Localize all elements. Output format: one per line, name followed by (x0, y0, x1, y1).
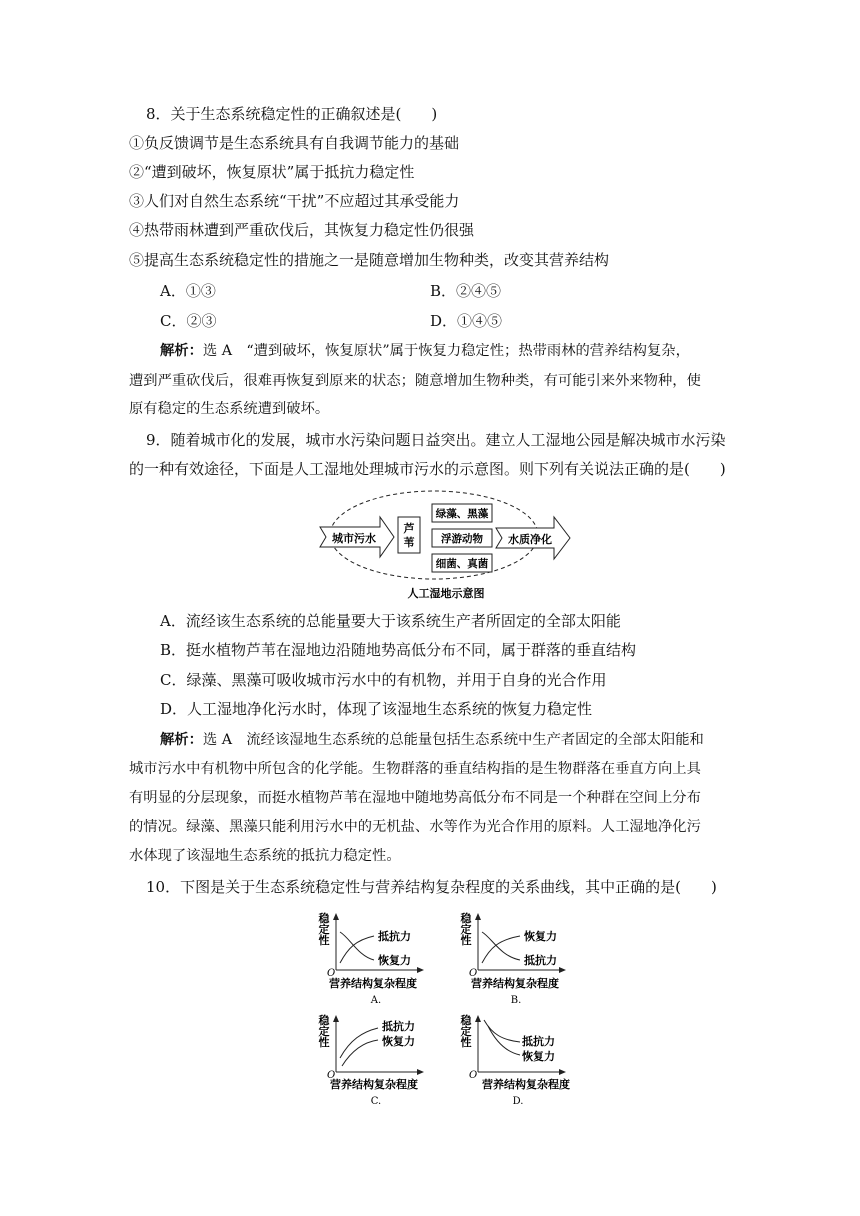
x-axis-arrow-icon (417, 1069, 424, 1075)
wetland-diagram (300, 484, 590, 604)
q10-stem: 10．下图是关于生态系统稳定性与营养结构复杂程度的关系曲线，其中正确的是( ) (146, 878, 717, 896)
q9-option-b[interactable]: B．挺水植物芦苇在湿地边沿随地势高低分布不同，属于群落的垂直结构 (160, 641, 637, 659)
q8-stem: 8．关于生态系统稳定性的正确叙述是( ) (146, 105, 438, 123)
graph-a-origin: O (327, 968, 336, 979)
graph-a-recovery-curve (340, 932, 374, 960)
graph-d-bottom-label: 恢复力 (522, 1050, 555, 1063)
q8-item-4: ④热带雨林遭到严重砍伐后，其恢复力稳定性仍很强 (129, 221, 475, 239)
x-axis-arrow-icon (559, 967, 566, 973)
graph-c-bottom-label: 恢复力 (382, 1035, 415, 1048)
graph-d-ylabel: 稳定性 (460, 1014, 472, 1049)
organism-label-1: 绿藻、黑藻 (435, 508, 489, 520)
q9-option-d[interactable]: D．人工湿地净化污水时，体现了该湿地生态系统的恢复力稳定性 (160, 700, 593, 718)
q8-option-b[interactable]: B．②④⑤ (430, 282, 502, 300)
q9-analysis-line-2: 城市污水中有机物中所包含的化学能。生物群落的垂直结构指的是生物群落在垂直方向上具 (129, 761, 701, 777)
graph-d-letter: D. (512, 1096, 524, 1107)
reed-label-2: 苇 (403, 536, 415, 549)
q9-analysis-line-4: 的情况。绿藻、黑藻只能利用污水中的无机盐、水等作为光合作用的原料。人工湿地净化污 (129, 819, 701, 835)
q8-item-1: ①负反馈调节是生态系统具有自我调节能力的基础 (129, 134, 460, 152)
graph-b[interactable] (458, 908, 588, 1008)
graph-c[interactable] (316, 1010, 446, 1110)
graph-c-xlabel: 营养结构复杂程度 (330, 1078, 418, 1091)
graph-b-resistance-curve (482, 932, 520, 960)
input-label: 城市污水 (332, 532, 376, 545)
q9-analysis-line-1 (160, 730, 704, 750)
q8-analysis-text-1: 选 A “遭到破坏，恢复原状”属于恢复力稳定性；热带雨林的营养结构复杂， (202, 343, 690, 359)
graph-c-top-label: 抵抗力 (382, 1020, 415, 1033)
organism-label-3: 细菌、真菌 (435, 558, 489, 570)
q8-item-3: ③人们对自然生态系统“干扰”不应超过其承受能力 (129, 192, 460, 210)
q9-analysis-label: 解析： (160, 732, 203, 748)
q8-option-a[interactable]: A．①③ (160, 282, 216, 300)
output-label: 水质净化 (508, 533, 552, 546)
q8-item-2: ②“遭到破坏，恢复原状”属于抵抗力稳定性 (129, 163, 415, 181)
graph-d-resistance-curve (484, 1020, 520, 1042)
x-axis-arrow-icon (559, 1069, 566, 1075)
graph-d-xlabel: 营养结构复杂程度 (482, 1078, 570, 1091)
q9-option-c[interactable]: C．绿藻、黑藻可吸收城市污水中的有机物，并用于自身的光合作用 (160, 671, 607, 689)
graph-c-ylabel: 稳定性 (318, 1014, 330, 1049)
q9-option-a[interactable]: A．流经该生态系统的总能量要大于该系统生产者所固定的全部太阳能 (160, 612, 621, 630)
q8-option-d[interactable]: D．①④⑤ (430, 312, 503, 330)
graph-a-xlabel: 营养结构复杂程度 (329, 977, 417, 990)
graph-a-letter: A. (370, 995, 382, 1006)
diagram-caption: 人工湿地示意图 (407, 587, 485, 600)
q8-option-c[interactable]: C．②③ (160, 312, 217, 330)
graph-a-bottom-label: 恢复力 (378, 954, 411, 967)
graph-d-top-label: 抵抗力 (522, 1035, 555, 1048)
graph-b-ylabel: 稳定性 (460, 912, 472, 947)
graph-d[interactable] (458, 1010, 588, 1110)
q9-analysis-text-1: 选 A 流经该湿地生态系统的总能量包括生态系统中生产者固定的全部太阳能和 (202, 732, 704, 748)
graph-b-top-label: 恢复力 (524, 930, 557, 943)
q9-stem-line-1: 9．随着城市化的发展，城市水污染问题日益突出。建立人工湿地公园是解决城市水污染 (146, 431, 726, 449)
graph-c-resistance-curve (340, 1028, 378, 1058)
graph-b-bottom-label: 抵抗力 (524, 954, 557, 967)
graph-a-top-label: 抵抗力 (378, 930, 411, 943)
graph-a-ylabel: 稳定性 (318, 912, 330, 947)
q9-stem-line-2: 的一种有效途径，下面是人工湿地处理城市污水的示意图。则下列有关说法正确的是( ) (129, 460, 726, 478)
graph-b-letter: B. (510, 995, 522, 1006)
graph-b-xlabel: 营养结构复杂程度 (471, 977, 559, 990)
graph-b-origin: O (469, 968, 478, 979)
graph-d-origin: O (469, 1070, 478, 1081)
q9-analysis-line-5: 水体现了该湿地生态系统的抵抗力稳定性。 (129, 848, 401, 864)
reed-label-1: 芦 (403, 522, 415, 535)
q8-analysis-line-3: 原有稳定的生态系统遭到破坏。 (129, 401, 330, 417)
q8-analysis-label: 解析： (160, 343, 203, 359)
x-axis-arrow-icon (417, 967, 424, 973)
q8-item-5: ⑤提高生态系统稳定性的措施之一是随意增加生物种类，改变其营养结构 (129, 251, 610, 269)
q9-analysis-line-3: 有明显的分层现象，而挺水植物芦苇在湿地中随地势高低分布不同是一个种群在空间上分布 (129, 790, 701, 806)
graph-c-letter: C. (370, 1096, 382, 1107)
graph-d-recovery-curve (488, 1026, 520, 1055)
q8-analysis-line-1 (160, 341, 690, 361)
graph-c-origin: O (327, 1070, 336, 1081)
graph-b-recovery-curve (482, 936, 520, 963)
q8-analysis-line-2: 遭到严重砍伐后，很难再恢复到原来的状态；随意增加生物种类，有可能引来外来物种，使 (129, 373, 701, 389)
graph-a[interactable] (316, 908, 446, 1008)
graph-c-recovery-curve (342, 1040, 378, 1066)
organism-label-2: 浮游动物 (441, 533, 483, 545)
